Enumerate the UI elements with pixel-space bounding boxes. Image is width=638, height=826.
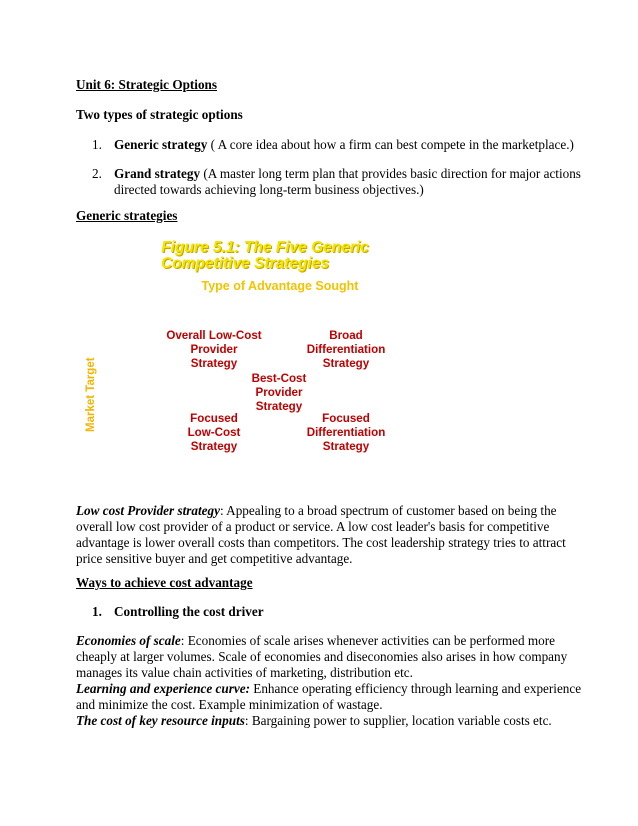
economies-line2: cheaply at larger volumes. Scale of economies and diseconomies also arises in how company bbox=[76, 649, 568, 664]
broad-differentiation-strategy: Broad Differentiation Strategy bbox=[306, 329, 386, 370]
figure-subtitle: Type of Advantage Sought bbox=[201, 279, 359, 293]
controlling-number: 1. bbox=[92, 604, 102, 619]
market-target-label: Market Target bbox=[85, 357, 97, 432]
two-types-heading: Two types of strategic options bbox=[76, 107, 243, 122]
option-1 bbox=[114, 136, 574, 153]
low-cost-line1 bbox=[76, 502, 557, 519]
low-cost-line3: advantage is lower overall costs than competitors. The cost leadership strategy tries to attract bbox=[76, 535, 566, 550]
learning-term: Learning and experience curve: bbox=[76, 681, 250, 696]
low-cost-text-1: : Appealing to a broad spectrum of customer based on being the bbox=[219, 503, 557, 518]
ways-heading: Ways to achieve cost advantage bbox=[76, 575, 253, 590]
key-inputs-text: : Bargaining power to supplier, location variable costs etc. bbox=[244, 713, 552, 728]
low-cost-line4: price sensitive buyer and get competitive advantage. bbox=[76, 551, 353, 566]
economies-term: Economies of scale bbox=[76, 633, 181, 648]
focused-low-cost-strategy: Focused Low-Cost Strategy bbox=[187, 412, 241, 453]
key-inputs-line bbox=[76, 712, 552, 729]
economies-line1 bbox=[76, 632, 555, 649]
generic-heading: Generic strategies bbox=[76, 208, 178, 223]
option-2-number: 2. bbox=[92, 166, 102, 181]
key-inputs-term: The cost of key resource inputs bbox=[76, 713, 245, 728]
option-2-desc: (A master long term plan that provides basic direction for major actions bbox=[200, 166, 581, 181]
option-2 bbox=[114, 165, 581, 182]
figure-title-line2: Competitive Strategies bbox=[161, 255, 329, 272]
unit-title: Unit 6: Strategic Options bbox=[76, 77, 218, 92]
option-1-term: Generic strategy bbox=[114, 137, 208, 152]
learning-text-1: Enhance operating efficiency through learning and experience bbox=[249, 681, 582, 696]
option-1-desc: ( A core idea about how a firm can best compete in the marketplace.) bbox=[207, 137, 574, 152]
learning-line1 bbox=[76, 680, 581, 697]
learning-line2: and minimize the cost. Example minimization of wastage. bbox=[76, 697, 383, 712]
focused-differentiation-strategy: Focused Differentiation Strategy bbox=[306, 412, 386, 453]
best-cost-strategy: Best-Cost Provider Strategy bbox=[251, 372, 307, 413]
economies-line3: manages its value chain activities of marketing, distribution etc. bbox=[76, 665, 413, 680]
figure-title-line1: Figure 5.1: The Five Generic bbox=[161, 239, 369, 256]
low-cost-term: Low cost Provider strategy bbox=[76, 503, 220, 518]
low-cost-line2: overall low cost provider of a product or service. A low cost leader's basis for competitive bbox=[76, 519, 550, 534]
overall-low-cost-strategy: Overall Low-Cost Provider Strategy bbox=[166, 329, 262, 370]
option-2-term: Grand strategy bbox=[114, 166, 201, 181]
economies-text-1: : Economies of scale arises whenever activities can be performed more bbox=[180, 633, 555, 648]
option-2-desc-line2: directed towards achieving long-term business objectives.) bbox=[114, 182, 424, 197]
option-1-number: 1. bbox=[92, 137, 102, 152]
controlling-label: Controlling the cost driver bbox=[114, 604, 264, 619]
